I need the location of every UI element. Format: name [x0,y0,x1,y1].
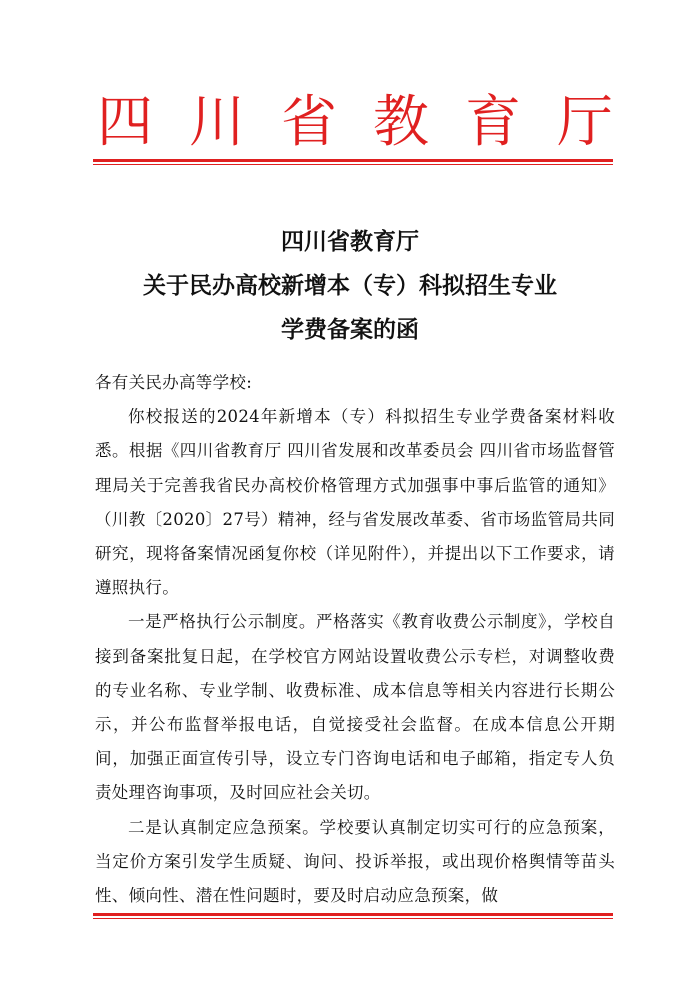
paragraph-publicity: 一是严格执行公示制度。严格落实《教育收费公示制度》，学校自接到备案批复日起，在学校官方网站设置收费公示专栏，对调整收费的专业名称、专业学制、收费标准、成本信息等相关内容进行长期公示，并公布监督举报电话，自觉接受社会监督。在成本信息公开期间，加强正面宣传引导，设立专门咨询电话和电子邮箱，指定专人负责处理咨询事项，及时回应社会关切。 [95,612,615,803]
masthead-char: 川 [189,90,245,155]
masthead-char: 教 [373,90,429,155]
title-line-1: 四川省教育厅 [281,229,419,255]
paragraph-contingency: 二是认真制定应急预案。学校要认真制定切实可行的应急预案，当定价方案引发学生质疑、询问、投诉举报，或出现价格舆情等苗头性、倾向性、潜在性问题时，要及时启动应急预案，做 [95,817,615,906]
masthead [95,88,615,158]
divider-thin-line [93,164,613,165]
divider-thin-line [93,918,613,919]
title-line-3: 学费备案的函 [281,317,419,343]
masthead-char: 育 [465,90,521,155]
letter-body [95,366,615,913]
document-title [60,220,640,352]
title-line-2: 关于民办高校新增本（专）科拟招生专业 [143,273,557,299]
paragraph-intro: 你校报送的2024年新增本（专）科拟招生专业学费备案材料收悉。根据《四川省教育厅 四川省发展和改革委员会 四川省市场监督管理局关于完善我省民办高校价格管理方式加强事中事后监管的通知》（川教〔2020〕27号）精神，经与省发展改革委、省市场监管局共同研究，现将备案情况函复你校（详见附件），并提出以下工作要求，请遵照执行。 [95,407,615,598]
divider-thick-line [93,159,613,162]
masthead-char: 省 [281,90,337,155]
masthead-divider [93,159,613,165]
salutation: 各有关民办高等学校: [95,373,253,392]
footer-divider [93,913,613,919]
masthead-char: 厅 [557,90,613,155]
divider-thick-line [93,913,613,916]
masthead-char: 四 [97,90,153,155]
